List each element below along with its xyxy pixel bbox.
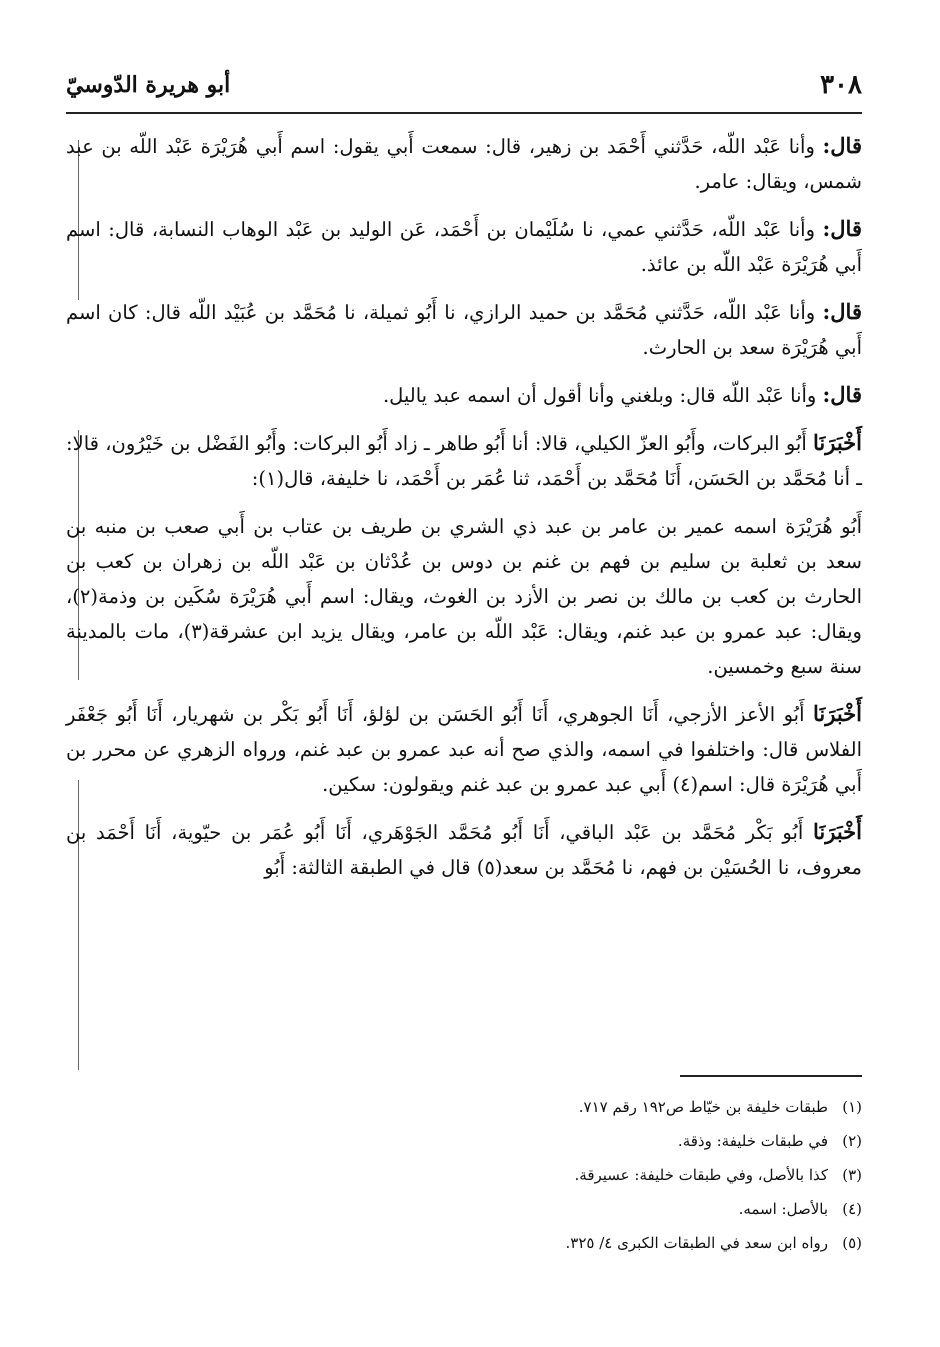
footnote <box>66 1192 862 1226</box>
paragraph-4 <box>66 377 862 413</box>
running-title: أبو هريرة الدّوسيّ <box>66 72 231 98</box>
paragraph-2 <box>66 211 862 282</box>
footnote <box>66 1124 862 1158</box>
paragraph-text: أَبُو هُرَيْرَة اسمه عمير بن عامر بن عبد ذي الشري بن طريف بن عتاب بن أَبي صعب بن منبه بن سعد بن ثعلبة بن سليم بن فهم بن غنم بن دوس بن عُدْثان بن عَبْد اللّه بن زهران بن كعب بن الحارث بن كعب بن مالك بن نصر بن الأزد بن الغوث، ويقال: اسم أَبي هُرَيْرَة سُكَين بن وذمة(٢)، ويقال: عبد عمرو بن عبد غنم، ويقال: عَبْد اللّه بن عامر، ويقال يزيد ابن عشرقة(٣)، مات بالمدينة سنة سبع وخمسين. <box>66 515 862 678</box>
footnote-number: (٣) <box>842 1166 862 1184</box>
paragraph-text: وأنا عَبْد اللّه قال: وبلغني وأنا أقول أن اسمه عبد ياليل. <box>382 384 823 407</box>
footnote-text: بالأصل: اسمه. <box>738 1200 828 1218</box>
paragraph-8 <box>66 814 862 885</box>
footnote-text: كذا بالأصل، وفي طبقات خليفة: عسيرقة. <box>574 1166 828 1184</box>
footnote-number: (٥) <box>842 1234 862 1252</box>
paragraph-lead: أَخْبَرَنَا <box>813 430 862 455</box>
paragraph-1 <box>66 128 862 199</box>
paragraph-lead: أَخْبَرَنَا <box>813 701 862 726</box>
paragraph-text: أَبُو بَكْر مُحَمَّد بن عَبْد الباقي، أَنَا أَبُو مُحَمَّد الجَوْهَري، أَنَا أَبُو عُمَر بن حيّوية، أَنَا أَحْمَد بن معروف، نا الحُسَيْن بن فهم، نا مُحَمَّد بن سعد(٥) قال في الطبقة الثالثة: أَبُو <box>66 821 862 879</box>
paragraph-lead: قال: <box>822 382 862 407</box>
footnotes <box>66 1090 862 1260</box>
footnote <box>66 1090 862 1124</box>
paragraph-3 <box>66 294 862 365</box>
paragraph-text: وأنا عَبْد اللّه، حَدَّثني أَحْمَد بن زهير، قال: سمعت أَبي يقول: اسم أَبي هُرَيْرَة عَبْد اللّه بن عبد شمس، ويقال: عامر. <box>66 135 862 193</box>
footnote-text: طبقات خليفة بن خيّاط ص١٩٢ رقم ٧١٧. <box>578 1098 828 1116</box>
page-number: ٣٠٨ <box>820 70 862 100</box>
footnote <box>66 1158 862 1192</box>
main-text <box>66 128 862 897</box>
paragraph-text: وأنا عَبْد اللّه، حَدَّثني مُحَمَّد بن حميد الرازي، نا أَبُو ثميلة، نا مُحَمَّد بن عُبَيْد اللّه قال: كان اسم أَبي هُرَيْرَة سعد بن الحارث. <box>66 301 862 359</box>
paragraph-lead: أَخْبَرَنَا <box>813 819 862 844</box>
header-rule <box>66 112 862 114</box>
footnote-rule <box>680 1075 862 1077</box>
paragraph-5 <box>66 425 862 496</box>
paragraph-7 <box>66 696 862 802</box>
paragraph-lead: قال: <box>822 299 862 324</box>
footnote-text: رواه ابن سعد في الطبقات الكبرى ٤/ ٣٢٥. <box>565 1234 828 1252</box>
footnote-number: (٤) <box>842 1200 862 1218</box>
footnote <box>66 1226 862 1260</box>
footnote-number: (٢) <box>842 1132 862 1150</box>
footnote-text: في طبقات خليفة: وذقة. <box>677 1132 828 1150</box>
paragraph-lead: قال: <box>822 133 862 158</box>
page-header <box>66 70 862 114</box>
paragraph-6 <box>66 508 862 684</box>
paragraph-text: أَبُو الأعز الأزجي، أَنَا الجوهري، أَنَا أَبُو الحَسَن بن لؤلؤ، أَنَا أَبُو بَكْر بن شهريار، أَنَا أَبُو جَعْفَر الفلاس قال: واختلفوا في اسمه، والذي صح أنه عبد عمرو بن عبد غنم، ورواه الزهري عن محرر بن أَبي هُرَيْرَة قال: اسم(٤) أَبي عبد عمرو بن عبد غنم ويقولون: سكين. <box>66 703 862 796</box>
paragraph-lead: قال: <box>822 216 862 241</box>
paragraph-text: أَبُو البركات، وأَبُو العزّ الكيلي، قالا: أنا أَبُو طاهر ـ زاد أَبُو البركات: وأَبُو الفَضْل بن خَيْرُون، قالا: ـ أنا مُحَمَّد بن الحَسَن، أَنَا مُحَمَّد بن أَحْمَد، ثنا عُمَر بن أَحْمَد، نا خليفة، قال(١): <box>66 432 862 490</box>
paragraph-text: وأنا عَبْد اللّه، حَدَّثني عمي، نا سُلَيْمان بن أَحْمَد، عَن الوليد بن عَبْد الوهاب النسابة، قال: اسم أَبي هُرَيْرَة عَبْد اللّه بن عائذ. <box>66 218 862 276</box>
footnote-number: (١) <box>842 1098 862 1116</box>
